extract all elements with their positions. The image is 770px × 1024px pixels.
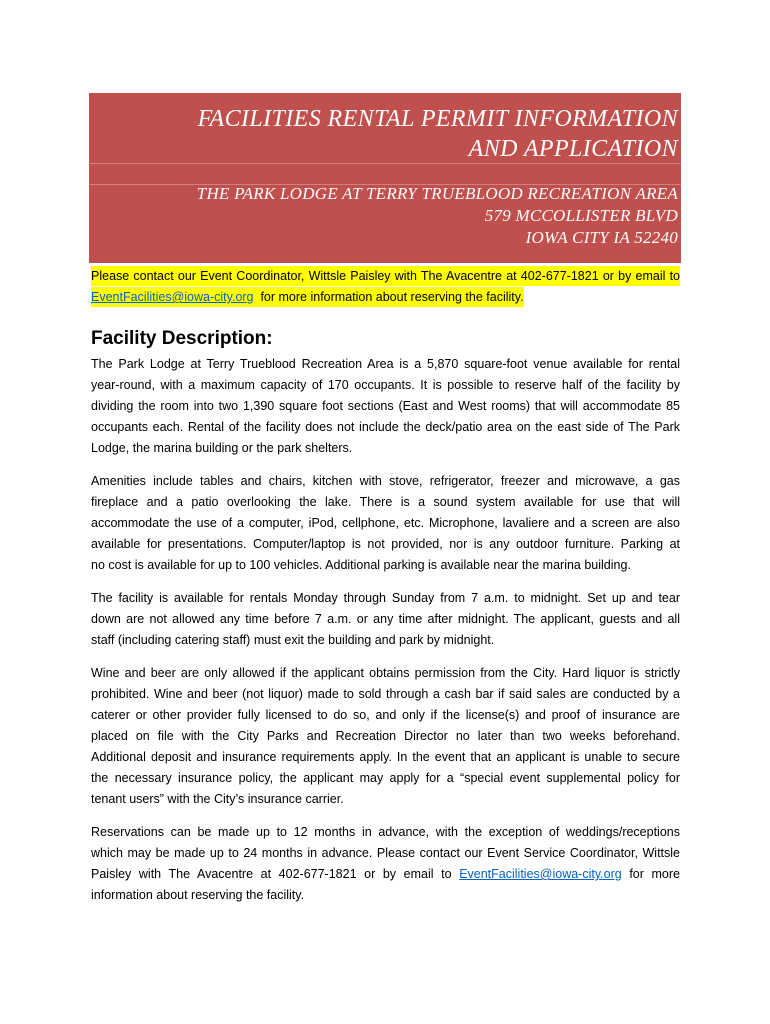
- text-line: staff (including catering staff) must exit the building and park by midnight.: [91, 633, 495, 647]
- email-link[interactable]: EventFacilities@iowa-city.org: [459, 867, 622, 881]
- text-line: prohibited. Wine and beer (not liquor) made to sold through a cash bar if said sales are conducted by a: [91, 687, 680, 701]
- notice-text: for more information about reserving the facility.: [253, 290, 524, 304]
- venue-address: [197, 183, 678, 249]
- paragraph: [91, 588, 680, 651]
- notice-line: [91, 266, 680, 287]
- paragraph: [91, 471, 680, 576]
- text-line: Reservations can be made up to 12 months in advance, with the exception of weddings/receptions: [91, 825, 680, 839]
- text-line: caterer or other provider fully licensed to do so, and only if the license(s) and proof of insurance are: [91, 708, 680, 722]
- text-line: which may be made up to 24 months in advance. Please contact our Event Service Coordinator, Wittsle: [91, 846, 680, 860]
- paragraph: [91, 822, 680, 906]
- street-address-line: 579 MCCOLLISTER BLVD: [484, 206, 678, 225]
- text-line: The Park Lodge at Terry Trueblood Recreation Area is a 5,870 square-foot venue available for rental: [91, 357, 680, 371]
- text-line: year-round, with a maximum capacity of 170 occupants. It is possible to reserve half of the facility by: [91, 378, 680, 392]
- notice-highlight: [91, 287, 524, 307]
- text-line: down are not allowed any time before 7 a.m. or any time after midnight. The applicant, guests and all: [91, 612, 680, 626]
- venue-name-line: THE PARK LODGE AT TERRY TRUEBLOOD RECREATION AREA: [196, 184, 678, 203]
- text-line: Additional deposit and insurance requirements apply. In the event that an applicant is unable to secure: [91, 750, 680, 764]
- header-banner: [89, 93, 681, 263]
- contact-notice: [91, 266, 680, 308]
- text-line: no cost is available for up to 100 vehicles. Additional parking is available near the marina building.: [91, 558, 631, 572]
- text-line: available for presentations. Computer/laptop is not provided, nor is any outdoor furniture. Parking at: [91, 537, 680, 551]
- text-line: tenant users” with the City’s insurance carrier.: [91, 792, 344, 806]
- text-segment: Paisley with The Avacentre at 402-677-1821 or by email to: [91, 867, 460, 881]
- title-line: AND APPLICATION: [468, 136, 678, 162]
- text-line: Amenities include tables and chairs, kitchen with stove, refrigerator, freezer and microwave, a gas: [91, 474, 680, 488]
- notice-highlight: Please contact our Event Coordinator, Wittsle Paisley with The Avacentre at 402-677-1821 or by email to: [91, 266, 680, 286]
- title-line: FACILITIES RENTAL PERMIT INFORMATION: [197, 106, 678, 132]
- text-line: fireplace and a patio overlooking the lake. There is a sound system available for use that will: [91, 495, 680, 509]
- facility-description: [91, 354, 680, 918]
- text-line: placed on file with the City Parks and Recreation Director no later than two weeks beforehand.: [91, 729, 680, 743]
- email-link[interactable]: EventFacilities@iowa-city.org: [91, 290, 254, 304]
- text-line: Lodge, the marina building or the park shelters.: [91, 441, 353, 455]
- text-line: [91, 864, 680, 885]
- notice-line: [91, 287, 680, 308]
- city-line: IOWA CITY IA 52240: [525, 228, 678, 247]
- document-title: [198, 104, 678, 164]
- text-line: the necessary insurance policy, the applicant may apply for a “special event supplemental policy for: [91, 771, 680, 785]
- text-line: information about reserving the facility.: [91, 888, 305, 902]
- paragraph: [91, 663, 680, 810]
- text-line: Wine and beer are only allowed if the applicant obtains permission from the City. Hard liquor is strictly: [91, 666, 680, 680]
- text-line: occupants each. Rental of the facility does not include the deck/patio area on the east side of The Park: [91, 420, 680, 434]
- text-line: dividing the room into two 1,390 square foot sections (East and West rooms) that will accommodate 85: [91, 399, 680, 413]
- section-heading: Facility Description:: [91, 328, 273, 349]
- paragraph: [91, 354, 680, 459]
- text-line: accommodate the use of a computer, iPod, cellphone, etc. Microphone, lavaliere and a screen are also: [91, 516, 680, 530]
- text-line: The facility is available for rentals Monday through Sunday from 7 a.m. to midnight. Set up and tear: [91, 591, 680, 605]
- text-segment: for more: [621, 867, 680, 881]
